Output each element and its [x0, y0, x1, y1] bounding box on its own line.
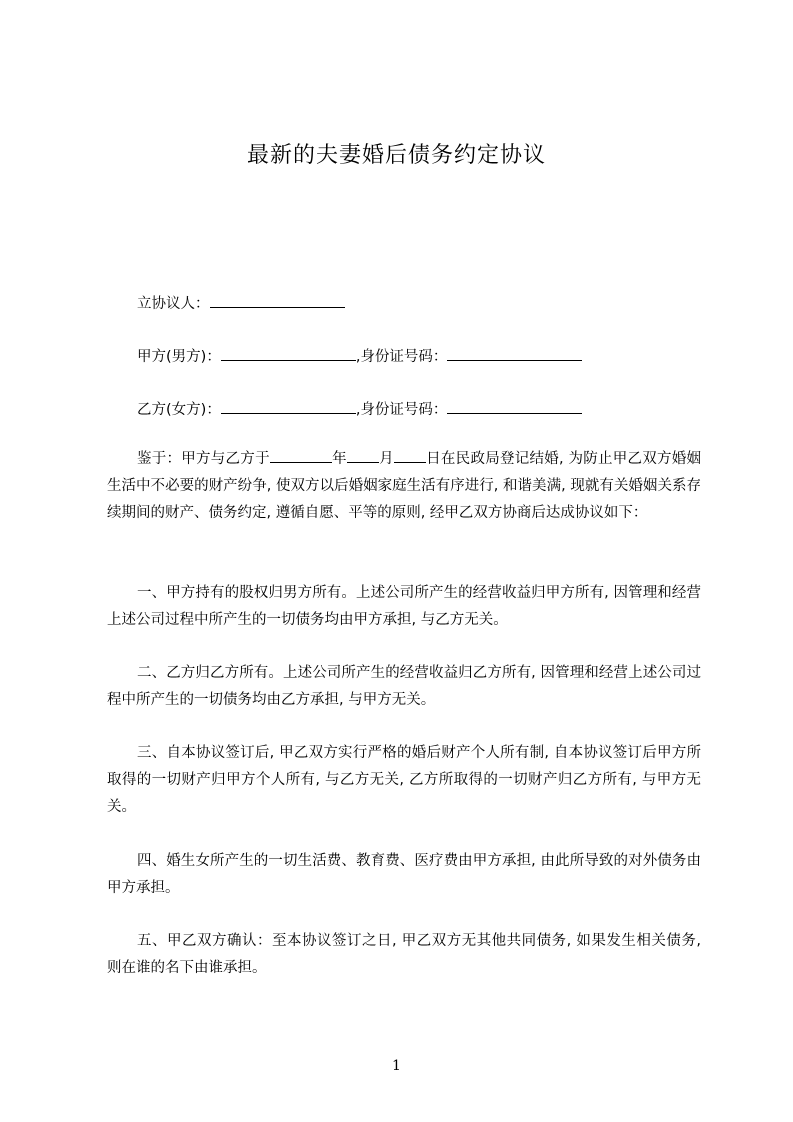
marriage-month-blank[interactable] — [347, 447, 379, 463]
clause-4: 四、婚生女所产生的一切生活费、教育费、医疗费由甲方承担, 由此所导致的对外债务由甲方承担。 — [107, 853, 701, 896]
clause-3: 三、自本协议签订后, 甲乙双方实行严格的婚后财产个人所有制, 自本协议签订后甲方所取得的一切财产归甲方个人所有, 与乙方无关, 乙方所取得的一切财产归乙方所有, 与甲方无关。 — [107, 745, 701, 815]
year-label: 年 — [331, 451, 347, 467]
party-b-separator: , — [355, 402, 361, 418]
preamble-paragraph — [107, 446, 701, 527]
party-line — [137, 292, 345, 314]
party-a-separator: , — [355, 349, 361, 365]
party-b-line — [137, 398, 582, 420]
clause-1: 一、甲方持有的股权归男方所有。上述公司所产生的经营收益归甲方所有, 因管理和经营上述公司过程中所产生的一切债务均由甲方承担, 与乙方无关。 — [107, 585, 701, 628]
page-number: 1 — [392, 1058, 401, 1074]
party-blank[interactable] — [210, 292, 345, 308]
party-b-id-blank[interactable] — [447, 398, 582, 414]
preamble-text-1: 鉴于：甲方与乙方于 — [137, 451, 270, 467]
preamble-text-2: 日在民政局登记结婚, 为防止甲乙双方婚姻生活中不必要的财产纷争, 使双方以后婚姻家庭生活有序进行, 和谐美满, 现就有关婚姻关系存续期间的财产、债务约定, 遵循自愿、平等的原则, 经甲乙双方协商后达成协议如下： — [107, 451, 702, 521]
party-b-name-blank[interactable] — [221, 398, 356, 414]
party-b-label: 乙方(女方)： — [137, 402, 221, 418]
clause-5: 五、甲乙双方确认：至本协议签订之日, 甲乙双方无其他共同债务, 如果发生相关债务, 则在谁的名下由谁承担。 — [107, 933, 701, 976]
clause-2: 二、乙方归乙方所有。上述公司所产生的经营收益归乙方所有, 因管理和经营上述公司过程中所产生的一切债务均由乙方承担, 与甲方无关。 — [107, 665, 701, 708]
marriage-year-blank[interactable] — [270, 447, 332, 463]
party-a-id-blank[interactable] — [447, 345, 582, 361]
party-a-id-label: 身份证号码： — [360, 349, 448, 365]
party-b-id-label: 身份证号码： — [360, 402, 448, 418]
party-label: 立协议人： — [137, 296, 210, 312]
party-a-name-blank[interactable] — [221, 345, 356, 361]
month-label: 月 — [378, 451, 394, 467]
document-title: 最新的夫妻婚后债务约定协议 — [246, 143, 546, 168]
party-a-label: 甲方(男方)： — [137, 349, 221, 365]
party-a-line — [137, 345, 582, 367]
marriage-day-blank[interactable] — [394, 447, 426, 463]
